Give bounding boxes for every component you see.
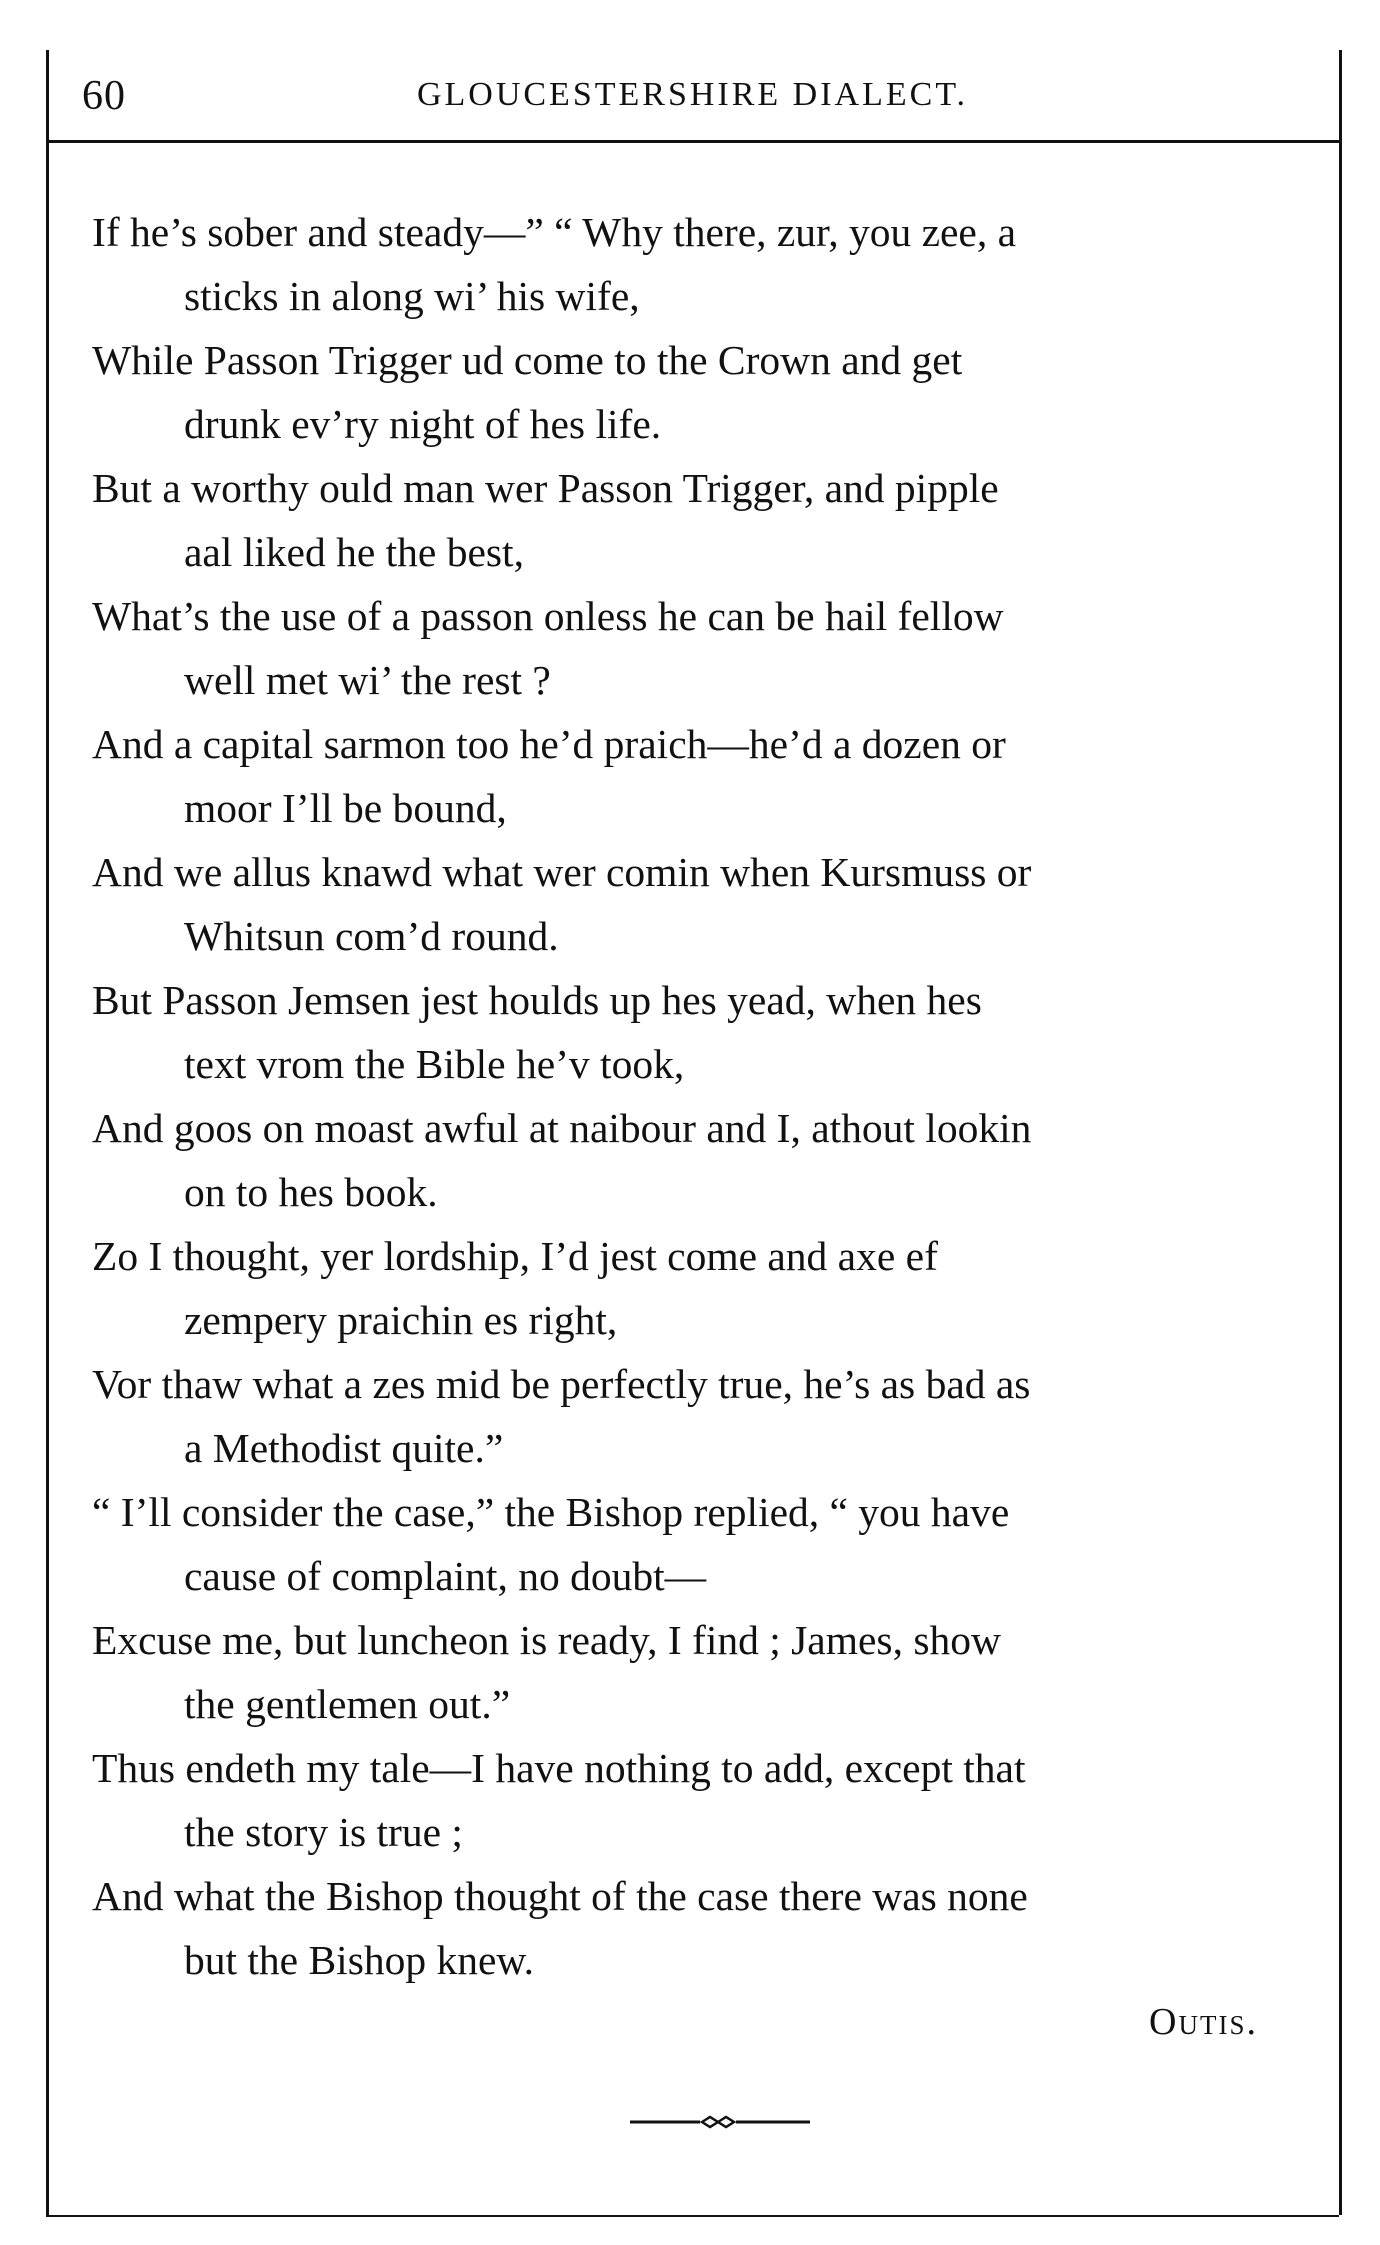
end-ornament bbox=[630, 2112, 810, 2132]
poem bbox=[92, 200, 1302, 1992]
poem-line: on to hes book. bbox=[184, 1169, 438, 1215]
poem-line: moor I’ll be bound, bbox=[184, 785, 507, 831]
poem-line: zempery praichin es right, bbox=[184, 1297, 618, 1343]
author-signature bbox=[1149, 2000, 1258, 2044]
poem-line: text vrom the Bible he’v took, bbox=[184, 1041, 685, 1087]
poem-line: Thus endeth my tale—I have nothing to add, except that bbox=[92, 1745, 1026, 1791]
signature-text: Outis. bbox=[1149, 2001, 1258, 2043]
poem-line: Whitsun com’d round. bbox=[184, 913, 559, 959]
poem-line: If he’s sober and steady—” “ Why there, zur, you zee, a bbox=[92, 209, 1017, 255]
poem-line: aal liked he the best, bbox=[184, 529, 524, 575]
poem-line: And what the Bishop thought of the case there was none bbox=[92, 1873, 1028, 1919]
poem-line: But Passon Jemsen jest houlds up hes yead, when hes bbox=[92, 977, 982, 1023]
poem-line: While Passon Trigger ud come to the Crown and get bbox=[92, 337, 963, 383]
bottom-rule bbox=[46, 2215, 1339, 2217]
poem-line: And a capital sarmon too he’d praich—he’d a dozen or bbox=[92, 721, 1006, 767]
poem-line: Zo I thought, yer lordship, I’d jest come and axe ef bbox=[92, 1233, 938, 1279]
poem-line: Excuse me, but luncheon is ready, I find ; James, show bbox=[92, 1617, 1001, 1663]
poem-line: but the Bishop knew. bbox=[184, 1937, 535, 1983]
running-title: GLOUCESTERSHIRE DIALECT. bbox=[416, 76, 969, 113]
poem-line: And goos on moast awful at naibour and I, athout lookin bbox=[92, 1105, 1032, 1151]
poem-line: well met wi’ the rest ? bbox=[184, 657, 551, 703]
poem-line: Vor thaw what a zes mid be perfectly true, he’s as bad as bbox=[92, 1361, 1031, 1407]
poem-line: cause of complaint, no doubt— bbox=[184, 1553, 707, 1599]
poem-line: a Methodist quite.” bbox=[184, 1425, 504, 1471]
poem-line: drunk ev’ry night of hes life. bbox=[184, 401, 662, 447]
poem-line: “ I’ll consider the case,” the Bishop replied, “ you have bbox=[92, 1489, 1010, 1535]
poem-line: And we allus knawd what wer comin when Kursmuss or bbox=[92, 849, 1032, 895]
page-header bbox=[46, 50, 1339, 142]
poem-line: sticks in along wi’ his wife, bbox=[184, 273, 640, 319]
poem-line: But a worthy ould man wer Passon Trigger, and pipple bbox=[92, 465, 999, 511]
header-rule bbox=[46, 140, 1339, 143]
poem-line: the gentlemen out.” bbox=[184, 1681, 511, 1727]
poem-line: the story is true ; bbox=[184, 1809, 463, 1855]
page-number: 60 bbox=[82, 73, 126, 119]
poem-line: What’s the use of a passon onless he can be hail fellow bbox=[92, 593, 1004, 639]
